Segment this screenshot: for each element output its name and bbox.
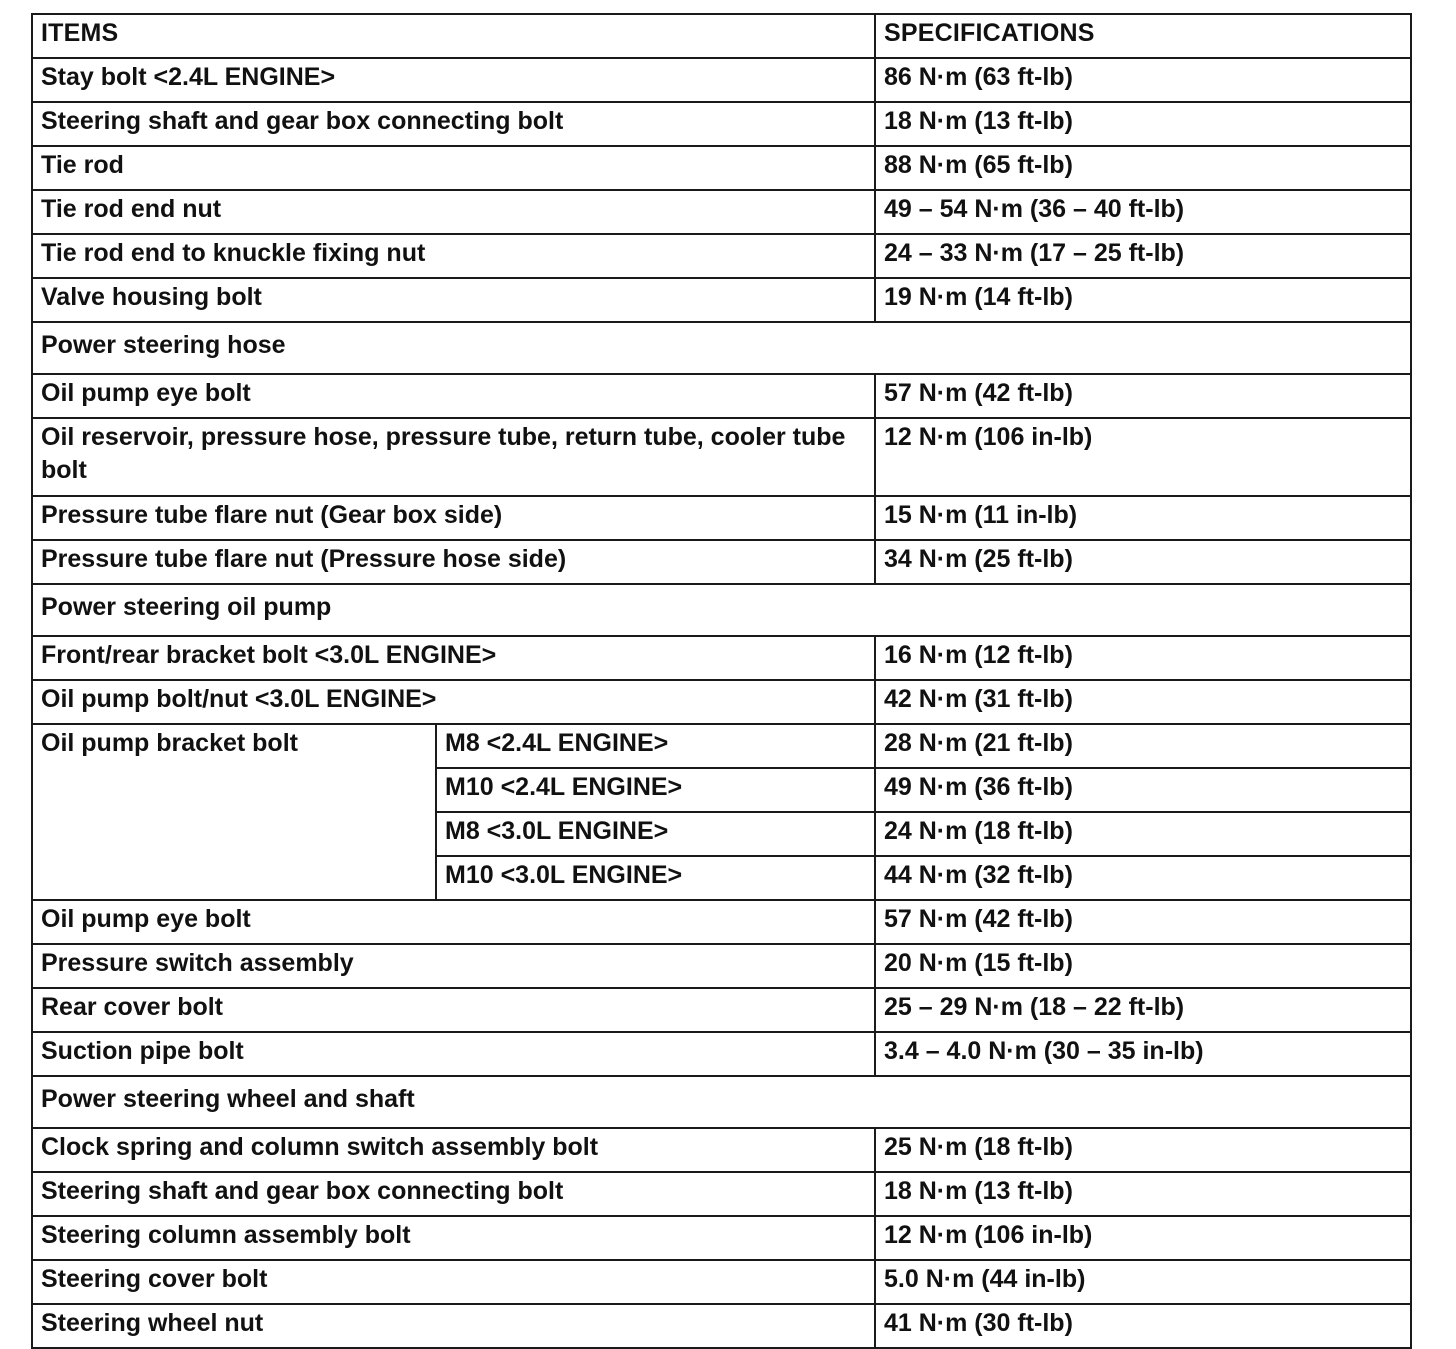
table-row <box>32 900 1411 944</box>
spec-cell: 28 N·m (21 ft-lb) <box>875 724 1411 768</box>
table-row <box>32 1128 1411 1172</box>
table-row <box>32 278 1411 322</box>
table-row <box>32 636 1411 680</box>
sub-item-cell: M10 <2.4L ENGINE> <box>436 768 875 812</box>
item-cell: Pressure switch assembly <box>32 944 875 988</box>
spec-cell: 12 N·m (106 in-lb) <box>875 1216 1411 1260</box>
table-row <box>32 1260 1411 1304</box>
sub-item-cell: M8 <3.0L ENGINE> <box>436 812 875 856</box>
section-row-power-steering-hose <box>32 322 1411 374</box>
table-row <box>32 234 1411 278</box>
spec-cell: 88 N·m (65 ft-lb) <box>875 146 1411 190</box>
item-cell: Steering shaft and gear box connecting bolt <box>32 1172 875 1216</box>
spec-cell: 12 N·m (106 in-lb) <box>875 418 1411 496</box>
table-row <box>32 1216 1411 1260</box>
spec-cell: 25 – 29 N·m (18 – 22 ft-lb) <box>875 988 1411 1032</box>
table-row <box>32 418 1411 496</box>
spec-cell: 57 N·m (42 ft-lb) <box>875 374 1411 418</box>
spec-cell: 5.0 N·m (44 in-lb) <box>875 1260 1411 1304</box>
item-cell: Oil pump eye bolt <box>32 374 875 418</box>
table-row <box>32 58 1411 102</box>
item-cell: Valve housing bolt <box>32 278 875 322</box>
spec-cell: 3.4 – 4.0 N·m (30 – 35 in-lb) <box>875 1032 1411 1076</box>
torque-spec-table <box>31 13 1412 1349</box>
table-row <box>32 190 1411 234</box>
section-title: Power steering wheel and shaft <box>32 1076 1411 1128</box>
spec-cell: 34 N·m (25 ft-lb) <box>875 540 1411 584</box>
item-cell: Oil pump eye bolt <box>32 900 875 944</box>
spec-cell: 20 N·m (15 ft-lb) <box>875 944 1411 988</box>
spec-cell: 15 N·m (11 in-lb) <box>875 496 1411 540</box>
spec-cell: 19 N·m (14 ft-lb) <box>875 278 1411 322</box>
item-cell: Tie rod <box>32 146 875 190</box>
table-row <box>32 1172 1411 1216</box>
item-cell-bracket: Oil pump bracket bolt <box>32 724 436 900</box>
item-cell: Steering cover bolt <box>32 1260 875 1304</box>
table-row <box>32 496 1411 540</box>
section-row-power-steering-wheel-and-shaft <box>32 1076 1411 1128</box>
spec-cell: 86 N·m (63 ft-lb) <box>875 58 1411 102</box>
item-cell: Oil reservoir, pressure hose, pressure tube, return tube, cooler tube bolt <box>32 418 875 496</box>
spec-cell: 41 N·m (30 ft-lb) <box>875 1304 1411 1348</box>
item-cell: Tie rod end nut <box>32 190 875 234</box>
spec-cell: 44 N·m (32 ft-lb) <box>875 856 1411 900</box>
item-cell: Tie rod end to knuckle fixing nut <box>32 234 875 278</box>
item-cell: Pressure tube flare nut (Gear box side) <box>32 496 875 540</box>
section-title: Power steering oil pump <box>32 584 1411 636</box>
table-row <box>32 724 1411 768</box>
item-cell: Steering shaft and gear box connecting bolt <box>32 102 875 146</box>
table-row <box>32 102 1411 146</box>
item-cell: Stay bolt <2.4L ENGINE> <box>32 58 875 102</box>
spec-cell: 25 N·m (18 ft-lb) <box>875 1128 1411 1172</box>
header-specifications: SPECIFICATIONS <box>875 14 1411 58</box>
item-cell: Front/rear bracket bolt <3.0L ENGINE> <box>32 636 875 680</box>
section-title: Power steering hose <box>32 322 1411 374</box>
table-header-row <box>32 14 1411 58</box>
item-cell: Steering wheel nut <box>32 1304 875 1348</box>
spec-cell: 24 N·m (18 ft-lb) <box>875 812 1411 856</box>
spec-cell: 18 N·m (13 ft-lb) <box>875 1172 1411 1216</box>
item-cell: Pressure tube flare nut (Pressure hose side) <box>32 540 875 584</box>
spec-cell: 24 – 33 N·m (17 – 25 ft-lb) <box>875 234 1411 278</box>
spec-cell: 57 N·m (42 ft-lb) <box>875 900 1411 944</box>
item-cell: Clock spring and column switch assembly bolt <box>32 1128 875 1172</box>
item-cell: Rear cover bolt <box>32 988 875 1032</box>
table-row <box>32 374 1411 418</box>
table-row <box>32 944 1411 988</box>
table-row <box>32 540 1411 584</box>
spec-cell: 16 N·m (12 ft-lb) <box>875 636 1411 680</box>
spec-cell: 42 N·m (31 ft-lb) <box>875 680 1411 724</box>
item-cell: Oil pump bolt/nut <3.0L ENGINE> <box>32 680 875 724</box>
table-row <box>32 1032 1411 1076</box>
item-cell: Suction pipe bolt <box>32 1032 875 1076</box>
table-row <box>32 680 1411 724</box>
spec-cell: 18 N·m (13 ft-lb) <box>875 102 1411 146</box>
table-row <box>32 1304 1411 1348</box>
section-row-power-steering-oil-pump <box>32 584 1411 636</box>
table-row <box>32 988 1411 1032</box>
spec-cell: 49 – 54 N·m (36 – 40 ft-lb) <box>875 190 1411 234</box>
spec-cell: 49 N·m (36 ft-lb) <box>875 768 1411 812</box>
sub-item-cell: M10 <3.0L ENGINE> <box>436 856 875 900</box>
item-cell: Steering column assembly bolt <box>32 1216 875 1260</box>
header-items: ITEMS <box>32 14 875 58</box>
sub-item-cell: M8 <2.4L ENGINE> <box>436 724 875 768</box>
table-row <box>32 146 1411 190</box>
